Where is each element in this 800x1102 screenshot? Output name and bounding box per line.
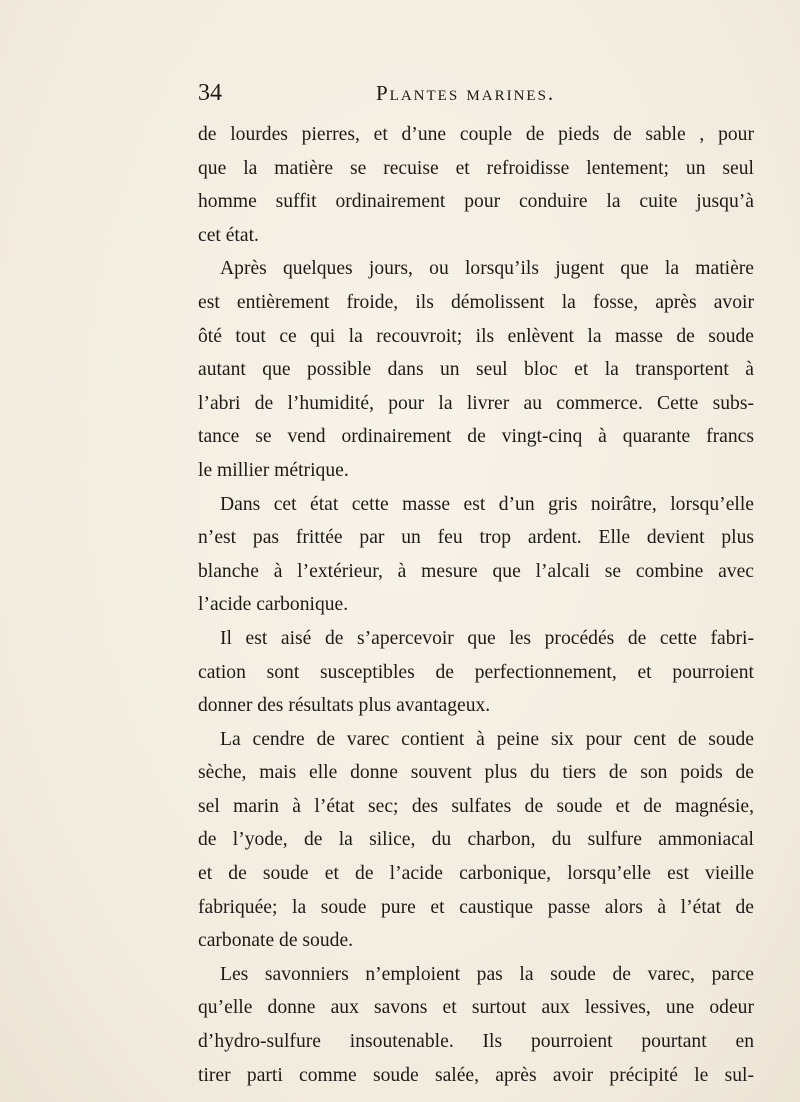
page-number: 34 (198, 80, 222, 106)
text-line: sel marin à l’état sec; des sulfates de soude et de magnésie, (198, 795, 754, 817)
page-header (198, 78, 758, 108)
text-line: tance se vend ordinairement de vingt-cinq à quarante francs (198, 426, 754, 448)
text-line: l’abri de l’humidité, pour la livrer au commerce. Cette subs- (198, 392, 754, 414)
text-line: ôté tout ce qui la recouvroit; ils enlèvent la masse de soude (198, 325, 754, 347)
text-line: est entièrement froide, ils démolissent la fosse, après avoir (198, 291, 754, 313)
text-line: n’est pas frittée par un feu trop ardent. Elle devient plus (198, 527, 754, 549)
text-line: sèche, mais elle donne souvent plus du tiers de son poids de (198, 762, 754, 784)
text-line: l’acide carbonique. (198, 594, 349, 616)
text-line: Dans cet état cette masse est d’un gris noirâtre, lorsqu’elle (220, 493, 754, 515)
text-line: qu’elle donne aux savons et surtout aux lessives, une odeur (198, 997, 754, 1019)
text-line: de lourdes pierres, et d’une couple de pieds de sable , pour (198, 124, 754, 145)
text-line: homme suffit ordinairement pour conduire la cuite jusqu’à (198, 191, 754, 213)
text-line: fabriquée; la soude pure et caustique passe alors à l’état de (198, 896, 754, 918)
text-line: que la matière se recuise et refroidisse lentement; un seul (198, 157, 754, 179)
text-line: donner des résultats plus avantageux. (198, 695, 491, 717)
text-line: tirer parti comme soude salée, après avoir précipité le sul- (198, 1064, 754, 1086)
text-line: blanche à l’extérieur, à mesure que l’alcali se combine avec (198, 560, 754, 582)
running-title: Plantes marines. (376, 81, 556, 105)
text-line: d’hydro-sulfure insoutenable. Ils pourroient pourtant en (198, 1031, 754, 1053)
text-line: carbonate de soude. (198, 930, 354, 952)
text-line: Il est aisé de s’apercevoir que les procédés de cette fabri- (220, 627, 754, 649)
body-text (198, 118, 754, 1092)
text-line: de l’yode, de la silice, du charbon, du sulfure ammoniacal (198, 829, 754, 851)
text-line: et de soude et de l’acide carbonique, lorsqu’elle est vieille (198, 863, 754, 885)
text-line: cet état. (198, 224, 259, 246)
text-line: La cendre de varec contient à peine six pour cent de soude (220, 728, 754, 750)
text-line: autant que possible dans un seul bloc et la transportent à (198, 359, 754, 381)
text-line: Les savonniers n’emploient pas la soude de varec, parce (220, 963, 754, 985)
text-line: le millier métrique. (198, 459, 349, 481)
text-line: cation sont susceptibles de perfectionnement, et pourroient (198, 661, 754, 683)
text-line: Après quelques jours, ou lorsqu’ils jugent que la matière (220, 258, 754, 280)
